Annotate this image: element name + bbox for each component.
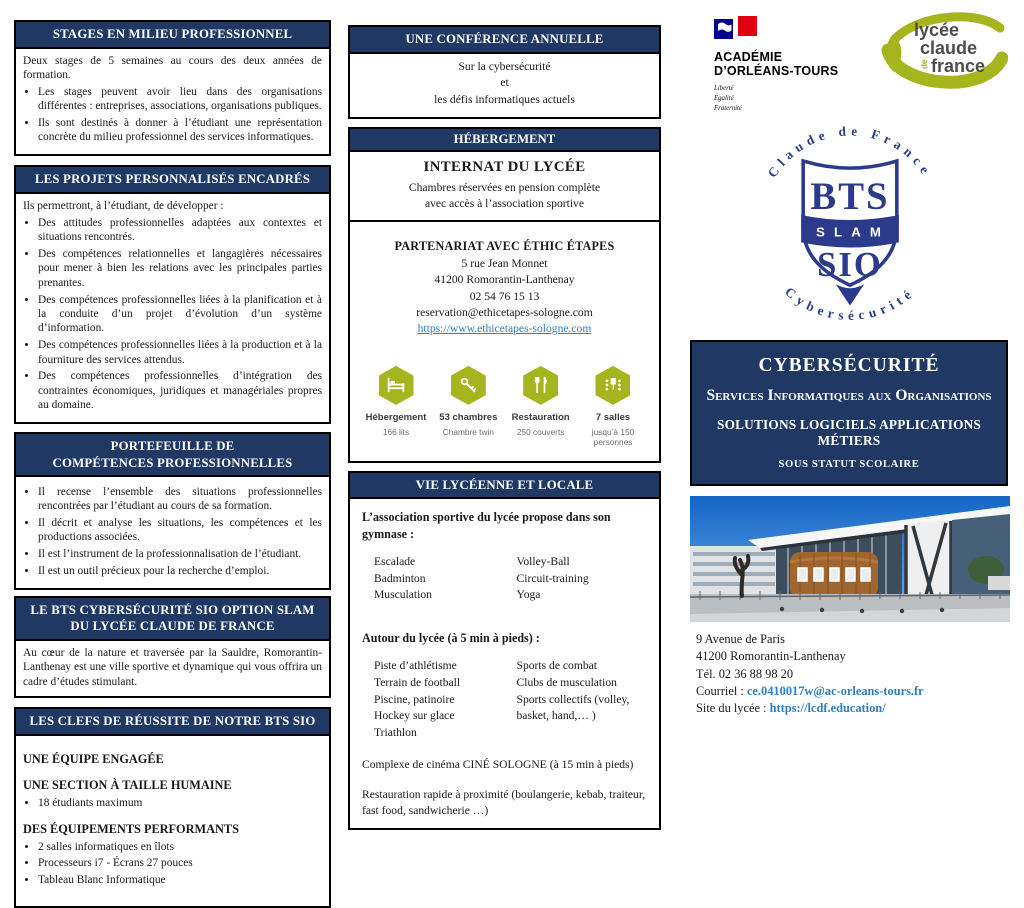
list-item: Circuit-training: [516, 571, 589, 585]
around-heading: Autour du lycée (à 5 min à pieds) :: [362, 631, 540, 646]
program-banner: [690, 340, 1008, 486]
section-title: UNE CONFÉRENCE ANNUELLE: [350, 27, 659, 54]
section-clefs: [14, 707, 331, 908]
section-portefeuille: [14, 432, 331, 590]
conference-line: et: [500, 76, 509, 90]
partner-title: PARTENARIAT AVEC ÉTHIC ÉTAPES: [394, 239, 615, 254]
food-line: Restauration rapide à proximité (boulangerie, kebab, traiteur, fast food, sandwicherie …): [362, 788, 646, 817]
contact-address-line: 9 Avenue de Paris: [696, 632, 785, 646]
contact-email-link[interactable]: ce.0410017w@ac-orleans-tours.fr: [746, 684, 924, 699]
cutlery-icon: [523, 366, 558, 405]
list-item: • Processeurs i7 - Écrans 27 pouces: [38, 856, 322, 870]
internat-line: avec accès à l’association sportive: [424, 196, 585, 210]
subsection-heading: UNE ÉQUIPE ENGAGÉE: [23, 751, 164, 766]
program-title: CYBERSÉCURITÉ: [758, 355, 940, 376]
partner-line: 5 rue Jean Monnet: [461, 256, 548, 270]
svg-text:de: de: [920, 59, 929, 69]
gym-heading: L’association sportive du lycée propose dans son gymnase :: [362, 510, 611, 541]
list-item: • Tableau Blanc Informatique: [38, 873, 322, 887]
bullet-list: [23, 216, 322, 413]
bullet-list: [23, 796, 322, 810]
gym-list-right: [505, 553, 648, 604]
gym-list-left: [362, 553, 505, 604]
key-icon: [451, 366, 486, 405]
bullet-list: [23, 840, 322, 888]
list-item: • 18 étudiants maximum: [38, 796, 322, 810]
partner-line: 02 54 76 15 13: [469, 289, 540, 303]
section-title: LES CLEFS DE RÉUSSITE DE NOTRE BTS SIO: [16, 709, 329, 736]
middle-column: [348, 0, 661, 830]
subsection-heading: UNE SECTION À TAILLE HUMAINE: [23, 778, 232, 793]
list-item: Piscine, patinoire: [374, 692, 455, 706]
section-stages: [14, 20, 331, 156]
partner-email: reservation@ethicetapes-sologne.com: [416, 305, 593, 319]
contact-phone: Tél. 02 36 88 98 20: [696, 666, 794, 681]
bts-slam-sio-badge: [738, 106, 962, 335]
section-body: Au cœur de la nature et traversée par la Sauldre, Romorantin-Lanthenay est une ville sportive et dynamique qui vous offrira un cadre d’études stimulant.: [23, 647, 322, 688]
list-item: • 2 salles informatiques en îlots: [38, 840, 322, 854]
list-item: • Il décrit et analyse les situations, les compétences et les productions associées.: [38, 516, 322, 545]
section-title: LE BTS CYBERSÉCURITÉ SIO OPTION SLAM DU LYCÉE CLAUDE DE FRANCE: [16, 598, 329, 641]
bed-icon: [379, 366, 414, 405]
around-list-left: [362, 657, 505, 741]
contact-site-label: Site du lycée :: [696, 701, 770, 716]
section-vie: [348, 471, 661, 831]
contact-site-link[interactable]: https://lcdf.education/: [769, 701, 886, 716]
list-item: basket, hand,… ): [516, 709, 596, 723]
partner-line: 41200 Romorantin-Lanthenay: [434, 273, 575, 287]
stat-hebergement: Hébergement 166 lits: [360, 366, 432, 447]
svg-text:lycée: lycée: [914, 20, 960, 40]
academie-logo: [714, 16, 838, 114]
stat-salles: 7 salles jusqu’à 150 personnes: [577, 366, 649, 447]
contact-address-line: 41200 Romorantin-Lanthenay: [696, 649, 846, 664]
program-option: SOLUTIONS LOGICIELS APPLICATIONS MÉTIERS: [716, 417, 982, 449]
partner-website-link[interactable]: https://www.ethicetapes-sologne.com: [417, 322, 592, 336]
svg-text:Claude de France: Claude de France: [764, 123, 936, 181]
list-item: Terrain de football: [374, 675, 461, 689]
cinema-line: Complexe de cinéma CINÉ SOLOGNE (à 15 min à pieds): [362, 757, 634, 771]
list-item: Volley-Ball: [516, 555, 570, 569]
list-item: Sports collectifs (volley,: [516, 692, 630, 706]
list-item: • Les stages peuvent avoir lieu dans des organisations différentes : entreprises, associations, organisations publiques.: [38, 85, 322, 114]
list-item: • Des compétences professionnelles d’intégration des contraintes économiques, juridiques et managériales propres au domaine.: [38, 369, 322, 412]
list-item: • Des compétences professionnelles liées à la production et à la fourniture des services attendus.: [38, 338, 322, 367]
stat-restauration: Restauration 250 couverts: [505, 366, 577, 447]
svg-text:SLAM: SLAM: [815, 224, 891, 240]
program-subtitle: Services Informatiques aux Organisations: [706, 387, 992, 404]
subsection-heading: DES ÉQUIPEMENTS PERFORMANTS: [23, 821, 239, 836]
list-item: Musculation: [374, 588, 432, 602]
program-status: SOUS STATUT SCOLAIRE: [778, 459, 920, 471]
section-partenariat: [348, 220, 661, 463]
section-intro: Deux stages de 5 semaines au cours des deux années de formation.: [23, 54, 322, 81]
svg-text:SIO: SIO: [817, 246, 883, 285]
svg-text:Cybersécurité: Cybersécurité: [782, 283, 918, 323]
campus-photo: [690, 496, 1010, 622]
list-item: Escalade: [374, 555, 416, 569]
conference-line: les défis informatiques actuels: [434, 93, 575, 107]
contact-block: [696, 631, 924, 718]
section-projets: [14, 165, 331, 424]
lycee-claude-de-france-logo: [880, 8, 1008, 97]
list-item: Sports de combat: [516, 659, 597, 673]
academie-name-line1: ACADÉMIE: [714, 50, 783, 64]
section-title: VIE LYCÉENNE ET LOCALE: [350, 473, 659, 500]
svg-text:BTS: BTS: [810, 175, 890, 218]
list-item: Yoga: [516, 588, 541, 602]
list-item: Piste d’athlétisme: [374, 659, 457, 673]
list-item: • Des compétences professionnelles liées à la planification et à la conduite d’un projet d’évolution d’un système d’information.: [38, 293, 322, 336]
section-title: STAGES EN MILIEU PROFESSIONNEL: [16, 22, 329, 49]
list-item: • Il recense l’ensemble des situations professionnelles rencontrées par l’étudiant au cours de sa formation.: [38, 485, 322, 514]
list-item: • Des compétences relationnelles et langagières nécessaires pour mener à bien les relations avec les principales parties prenantes.: [38, 247, 322, 290]
bullet-list: [23, 85, 322, 145]
partner-stats-row: [350, 346, 659, 461]
section-title: LES PROJETS PERSONNALISÉS ENCADRÉS: [16, 167, 329, 194]
meeting-room-icon: [595, 366, 630, 405]
section-intro: Ils permettront, à l’étudiant, de développer :: [23, 199, 224, 212]
right-column: [690, 0, 1012, 724]
list-item: Triathlon: [374, 725, 417, 739]
list-item: Clubs de musculation: [516, 675, 617, 689]
section-internat: [348, 150, 661, 222]
list-item: Hockey sur glace: [374, 709, 455, 723]
hebergement-header: HÉBERGEMENT: [348, 127, 661, 152]
stat-chambres: 53 chambres Chambre twin: [432, 366, 504, 447]
svg-text:claude: claude: [920, 38, 978, 58]
list-item: Badminton: [374, 571, 426, 585]
academie-name-line2: D’ORLÉANS-TOURS: [714, 64, 839, 79]
list-item: • Des attitudes professionnelles adaptées aux contextes et situations rencontrés.: [38, 216, 322, 245]
bullet-list: [23, 485, 322, 579]
left-column: [14, 0, 331, 908]
internat-line: Chambres réservées en pension complète: [408, 180, 601, 194]
conference-line: Sur la cybersécurité: [458, 59, 551, 73]
list-item: • Ils sont destinés à donner à l’étudiant une représentation concrète du milieu professionnel des services informatiques.: [38, 116, 322, 145]
list-item: • Il est un outil précieux pour la recherche d’emploi.: [38, 564, 322, 578]
academie-motto: Liberté Égalité Fraternité: [714, 84, 742, 113]
around-list-right: [505, 657, 648, 741]
section-title: PORTEFEUILLE DE COMPÉTENCES PROFESSIONNELLES: [16, 434, 329, 477]
svg-text:france: france: [931, 56, 986, 76]
french-flag-icon: [714, 16, 760, 42]
section-bts-lycee: [14, 596, 331, 698]
list-item: • Il est l’instrument de la professionnalisation de l’étudiant.: [38, 547, 322, 561]
internat-title: INTERNAT DU LYCÉE: [423, 159, 586, 176]
section-conference: [348, 25, 661, 119]
contact-email-label: Courriel :: [696, 684, 747, 699]
